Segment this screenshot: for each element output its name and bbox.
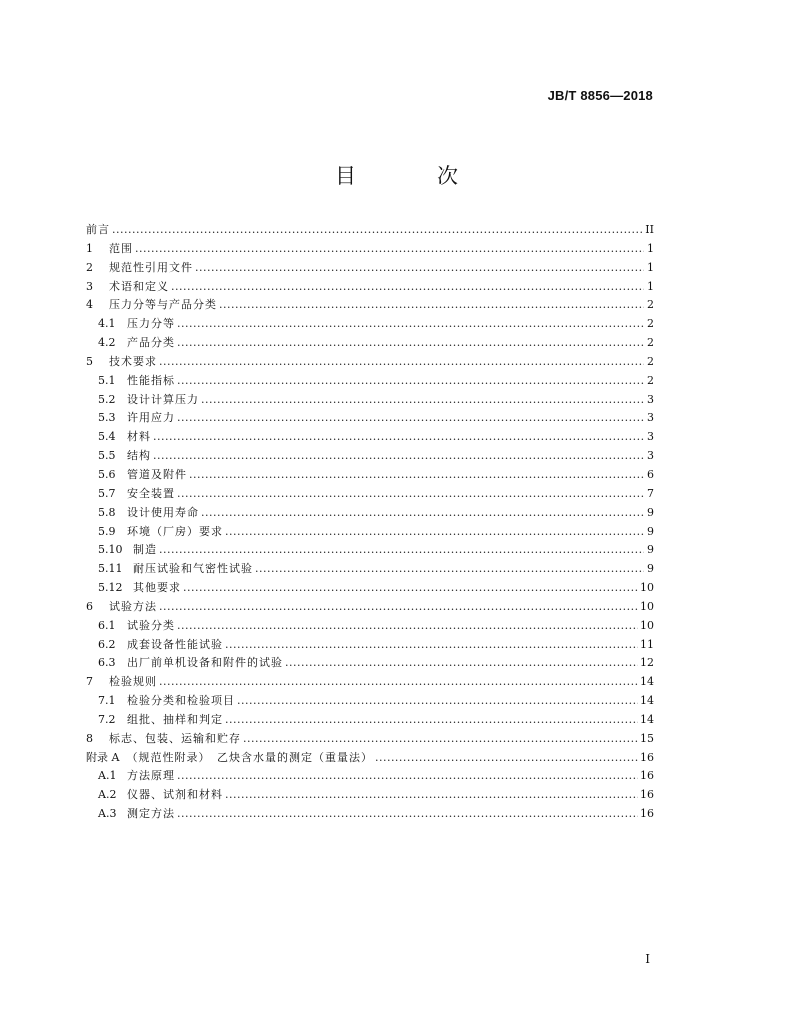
toc-entry-title: 出厂前单机设备和附件的试验 [127,656,283,670]
dot-leader [177,617,638,636]
toc-entry[interactable] [86,259,654,278]
toc-entry[interactable] [86,579,654,598]
toc-entry[interactable] [86,353,654,372]
toc-entry-number: A.3 [98,807,117,821]
dot-leader [285,654,638,673]
dot-leader [201,504,644,523]
toc-entry-title: 管道及附件 [127,467,187,481]
toc-entry-number: A.1 [98,769,117,783]
toc-entry-page: 10 [640,599,654,613]
toc-entry-title: 规范性引用文件 [109,260,193,274]
dot-leader [195,259,644,278]
toc-entry-number: 5 [86,354,93,368]
toc-entry[interactable] [86,428,654,447]
toc-entry-page: 1 [647,260,654,274]
toc-entry-page: 10 [640,618,654,632]
dot-leader [189,466,644,485]
dot-leader [201,391,644,410]
dot-leader [225,523,644,542]
toc-entry[interactable] [86,278,654,297]
toc-entry[interactable] [86,617,654,636]
toc-entry-number: 5.11 [98,562,123,576]
toc-entry-page: 16 [640,750,654,764]
toc-entry-number: 6.3 [98,656,116,670]
dot-leader [177,805,638,824]
toc-entry-page: 16 [640,769,654,783]
toc-entry-page: 14 [640,712,654,726]
toc-entry[interactable] [86,749,654,768]
toc-entry[interactable] [86,541,654,560]
toc-entry-page: 2 [647,317,654,331]
toc-entry-page: 16 [640,807,654,821]
toc-entry-title: 术语和定义 [109,279,169,293]
toc-entry-number: 5.7 [98,486,116,500]
toc-entry-page: 11 [640,637,654,651]
toc-entry[interactable] [86,560,654,579]
toc-entry-number: 7 [86,675,93,689]
toc-entry[interactable] [86,654,654,673]
toc-entry[interactable] [86,730,654,749]
toc-entry-page: 3 [647,411,654,425]
toc-entry-title: 测定方法 [127,807,175,821]
toc-entry-number: 5.9 [98,524,116,538]
toc-entry-title: 安全装置 [127,486,175,500]
toc-entry[interactable] [86,221,654,240]
dot-leader [171,278,644,297]
toc-entry-title: 压力分等 [127,317,175,331]
toc-entry-number: 5.8 [98,505,116,519]
toc-entry-title: （规范性附录） 乙炔含水量的测定（重量法） [126,750,373,764]
toc-entry-page: 3 [647,430,654,444]
toc-entry-title: 技术要求 [109,354,157,368]
toc-entry-page: 3 [647,449,654,463]
toc-entry-page: 6 [647,467,654,481]
table-of-contents [86,221,654,824]
toc-entry-number: 3 [86,279,93,293]
toc-entry[interactable] [86,372,654,391]
toc-entry[interactable] [86,636,654,655]
toc-entry-page: 7 [647,486,654,500]
toc-entry-page: 2 [647,373,654,387]
dot-leader [177,409,644,428]
toc-entry-number: 4.1 [98,317,116,331]
dot-leader [225,636,638,655]
toc-entry-number: 5.3 [98,411,116,425]
toc-entry-page: 2 [647,354,654,368]
toc-entry[interactable] [86,391,654,410]
toc-entry[interactable] [86,466,654,485]
dot-leader [219,296,644,315]
toc-entry-number: 2 [86,260,93,274]
toc-entry-title: 结构 [127,449,151,463]
dot-leader [177,767,638,786]
toc-entry-number: 8 [86,731,93,745]
dot-leader [159,353,644,372]
dot-leader [159,541,644,560]
toc-entry-page: 3 [647,392,654,406]
toc-title: 目 次 [335,164,488,188]
toc-entry-number: 附录 A [86,750,120,764]
toc-entry-title: 设计使用寿命 [127,505,199,519]
toc-entry-number: 5.4 [98,430,116,444]
toc-entry-title: 仪器、试剂和材料 [127,788,223,802]
toc-entry-number: 5.10 [98,543,123,557]
toc-entry-number: 6.1 [98,618,116,632]
toc-entry-title: 制造 [133,543,157,557]
toc-entry[interactable] [86,315,654,334]
standard-number: JB/T 8856—2018 [547,88,653,103]
toc-entry-title: 许用应力 [127,411,175,425]
toc-entry-page: 10 [640,581,654,595]
dot-leader [243,730,638,749]
toc-entry[interactable] [86,296,654,315]
toc-entry-page: 9 [647,505,654,519]
toc-entry-number: 7.2 [98,712,116,726]
toc-entry-title: 材料 [127,430,151,444]
dot-leader [237,692,638,711]
toc-entry-title: 方法原理 [127,769,175,783]
toc-entry-page: 15 [640,731,654,745]
toc-entry-number: 4 [86,298,93,312]
toc-entry[interactable] [86,711,654,730]
dot-leader [153,428,644,447]
page-number: I [645,952,650,966]
toc-entry-number: A.2 [98,788,117,802]
toc-entry-number: 5.1 [98,373,116,387]
toc-entry-page: 14 [640,675,654,689]
dot-leader [225,711,638,730]
dot-leader [177,315,644,334]
toc-entry-title: 试验分类 [127,618,175,632]
dot-leader [255,560,644,579]
toc-entry-page: 1 [647,279,654,293]
toc-entry-number: 6.2 [98,637,116,651]
toc-entry[interactable] [86,504,654,523]
toc-entry[interactable] [86,485,654,504]
toc-entry[interactable] [86,786,654,805]
toc-entry-page: 2 [647,336,654,350]
toc-entry-title: 检验分类和检验项目 [127,694,235,708]
toc-entry-number: 7.1 [98,694,116,708]
toc-entry-title: 产品分类 [127,336,175,350]
toc-entry-number: 5.2 [98,392,116,406]
toc-entry[interactable] [86,692,654,711]
dot-leader [225,786,638,805]
toc-entry-number: 5.5 [98,449,116,463]
toc-entry-page: 14 [640,694,654,708]
toc-entry[interactable] [86,767,654,786]
toc-entry-number: 6 [86,599,93,613]
dot-leader [375,749,638,768]
toc-entry-number: 5.12 [98,581,123,595]
toc-entry[interactable] [86,447,654,466]
toc-entry-page: 9 [647,524,654,538]
toc-entry[interactable] [86,805,654,824]
dot-leader [177,372,644,391]
toc-entry-title: 范围 [109,241,133,255]
dot-leader [135,240,644,259]
toc-entry-title: 设计计算压力 [127,392,199,406]
dot-leader [153,447,644,466]
toc-entry-title: 性能指标 [127,373,175,387]
toc-entry-page: 9 [647,562,654,576]
toc-entry[interactable] [86,673,654,692]
toc-entry-title: 试验方法 [109,599,157,613]
toc-entry-page: 12 [640,656,654,670]
toc-entry[interactable] [86,598,654,617]
toc-entry-title: 组批、抽样和判定 [127,712,223,726]
dot-leader [159,598,638,617]
toc-entry-number: 5.6 [98,467,116,481]
toc-entry[interactable] [86,334,654,353]
toc-entry-title: 压力分等与产品分类 [109,298,217,312]
toc-entry-page: 2 [647,298,654,312]
toc-entry-title: 标志、包装、运输和贮存 [109,731,241,745]
dot-leader [159,673,638,692]
toc-entry-title: 检验规则 [109,675,157,689]
toc-entry-title: 环境（厂房）要求 [127,524,223,538]
toc-entry[interactable] [86,409,654,428]
dot-leader [183,579,638,598]
toc-entry-title: 耐压试验和气密性试验 [133,562,253,576]
toc-entry-page: 16 [640,788,654,802]
toc-entry[interactable] [86,240,654,259]
toc-entry-number: 1 [86,241,93,255]
toc-entry-title: 成套设备性能试验 [127,637,223,651]
toc-entry-page: II [645,223,654,236]
toc-entry-page: 1 [647,241,654,255]
toc-entry-title: 前言 [86,223,110,236]
toc-entry-page: 9 [647,543,654,557]
dot-leader [112,221,643,240]
toc-entry[interactable] [86,523,654,542]
dot-leader [177,485,644,504]
toc-entry-number: 4.2 [98,336,116,350]
dot-leader [177,334,644,353]
toc-entry-title: 其他要求 [133,581,181,595]
